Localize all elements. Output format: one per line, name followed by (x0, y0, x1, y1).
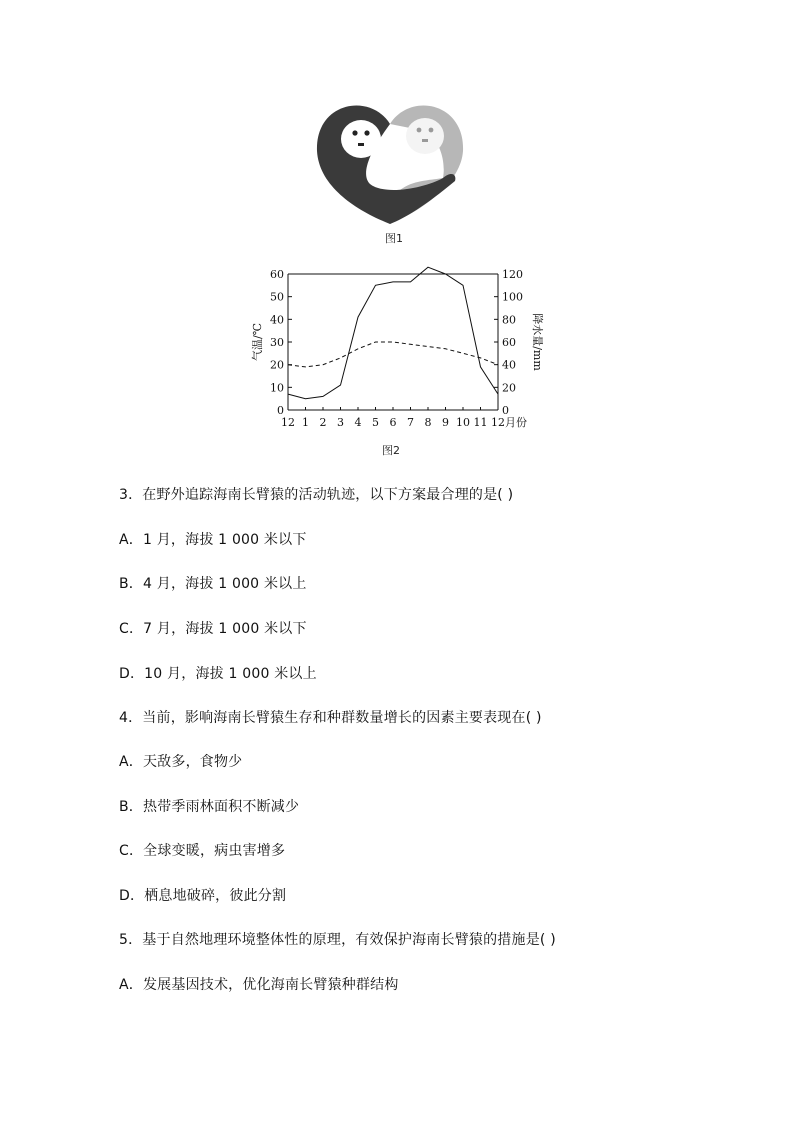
right-axis-title: 降水量/mm (531, 313, 544, 371)
figure1-caption: 图1 (385, 232, 403, 245)
left-tick-label: 10 (270, 381, 284, 395)
right-tick-label: 60 (502, 336, 516, 349)
x-tick-label: 1 (302, 416, 309, 429)
x-unit-label: 月份 (505, 416, 527, 429)
left-tick-label: 60 (270, 268, 284, 281)
light-gibbon-face (406, 118, 444, 154)
x-tick-label: 7 (407, 416, 414, 429)
left-tick-label: 40 (270, 313, 284, 327)
option-d: D．栖息地破碎，彼此分割 (119, 888, 287, 904)
temperature-line (288, 342, 498, 367)
option-b: B．热带季雨林面积不断减少 (119, 799, 300, 815)
option-d: D．10 月，海拔 1 000 米以上 (119, 666, 317, 682)
question-stem: 4．当前，影响海南长臂猿生存和种群数量增长的因素主要表现在( ) (119, 710, 542, 726)
question-stem: 5．基于自然地理环境整体性的原理，有效保护海南长臂猿的措施是( ) (119, 932, 556, 948)
climate-chart (251, 262, 555, 437)
option-c: C．7 月，海拔 1 000 米以下 (119, 621, 307, 637)
right-tick-label: 120 (502, 268, 523, 281)
x-tick-label: 11 (473, 416, 488, 429)
right-tick-label: 80 (502, 313, 516, 327)
left-tick-label: 30 (270, 336, 284, 349)
figure2-caption: 图2 (382, 444, 400, 457)
precipitation-line (288, 267, 498, 399)
option-b: B．4 月，海拔 1 000 米以上 (119, 576, 307, 592)
option-a: A．发展基因技术，优化海南长臂猿种群结构 (119, 977, 399, 993)
right-tick-label: 0 (502, 404, 509, 417)
option-c: C．全球变暖，病虫害增多 (119, 843, 286, 859)
x-tick-label: 5 (372, 416, 379, 429)
left-axis-title: 气温/℃ (251, 322, 264, 362)
x-tick-label: 6 (389, 416, 397, 429)
question-stem: 3．在野外追踪海南长臂猿的活动轨迹，以下方案最合理的是( ) (119, 487, 514, 503)
x-tick-label: 2 (319, 416, 327, 429)
x-tick-label: 8 (424, 416, 432, 429)
option-a: A．天敌多，食物少 (119, 754, 243, 770)
right-tick-label: 40 (502, 358, 516, 372)
dark-gibbon-face (341, 120, 381, 158)
x-tick-label: 12 (281, 416, 295, 429)
x-tick-label: 3 (337, 416, 344, 429)
left-tick-label: 20 (270, 358, 284, 372)
right-tick-label: 20 (502, 381, 516, 395)
option-a: A．1 月，海拔 1 000 米以下 (119, 532, 307, 548)
left-tick-label: 0 (277, 404, 284, 417)
x-tick-label: 4 (354, 416, 362, 429)
x-tick-label: 12 (491, 416, 505, 429)
left-tick-label: 50 (270, 290, 284, 304)
gibbon-heart-figure (315, 96, 465, 226)
x-tick-label: 10 (456, 416, 470, 429)
x-tick-label: 9 (442, 416, 449, 429)
right-tick-label: 100 (502, 290, 523, 304)
